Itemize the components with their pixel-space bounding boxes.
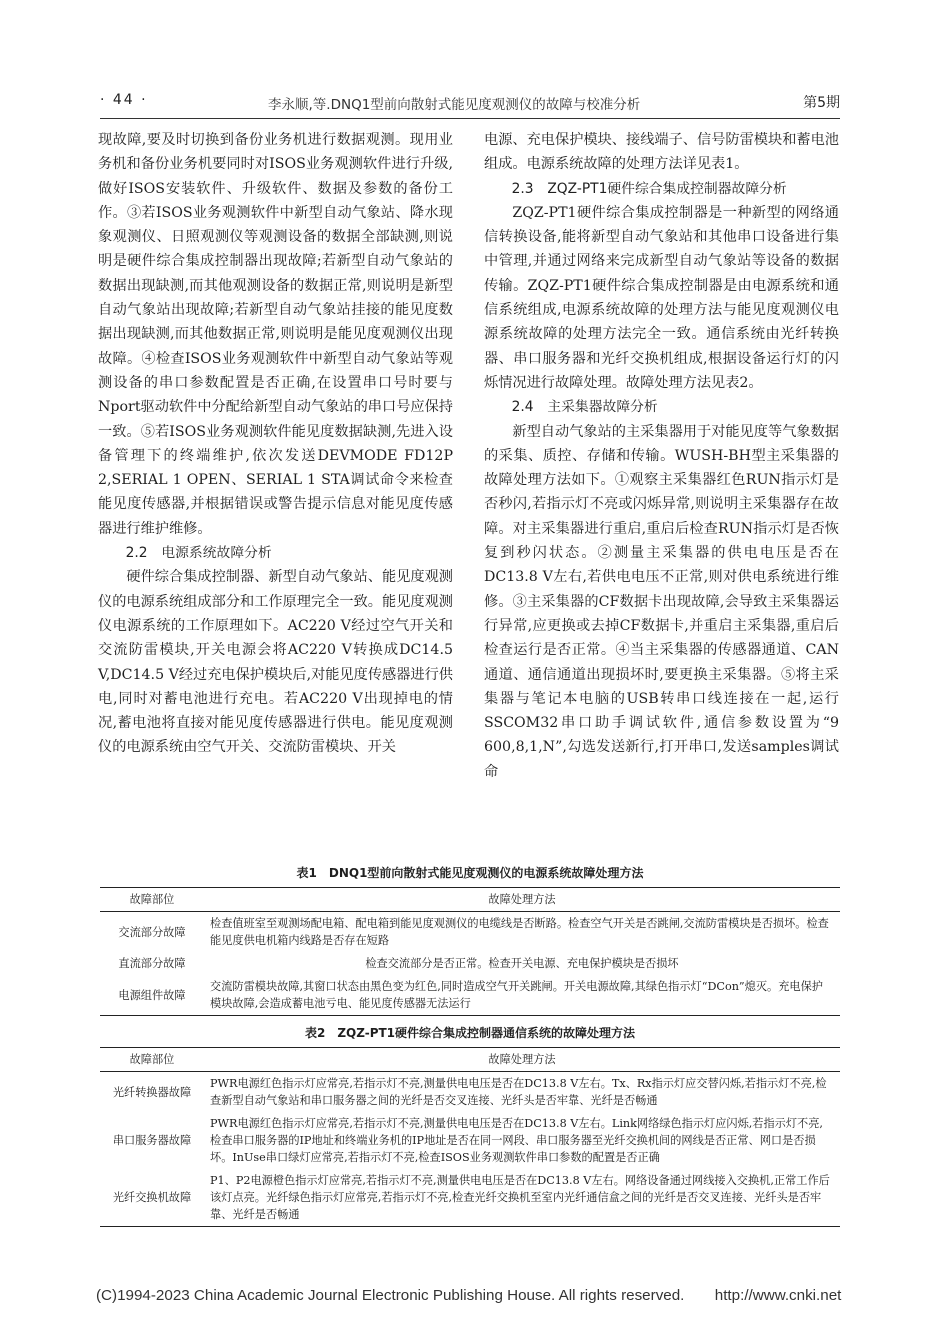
table2-caption: 表2 ZQZ-PT1硬件综合集成控制器通信系统的故障处理方法 — [304, 1026, 636, 1040]
table2 — [100, 1047, 840, 1227]
table1-caption: 表1 DNQ1型前向散射式能见度观测仪的电源系统故障处理方法 — [296, 866, 644, 880]
running-title: 李永顺,等.DNQ1型前向散射式能见度观测仪的故障与校准分析 — [268, 97, 641, 113]
table-row — [100, 952, 840, 975]
table-row — [100, 975, 840, 1016]
issue-number: 第5期 — [803, 95, 840, 111]
paragraph: 硬件综合集成控制器、新型自动气象站、能见度观测仪的电源系统组成部分和工作原理完全一致。能见度观测仪电源系统的工作原理如下。AC220 V经过空气开关和交流防雷模块,开关电源会将AC220 V转换成DC14.5 V,DC14.5 V经过充电保护模块后,对能见度传感器进行供电,同时对蓄电池进行充电。若AC220 V出现掉电的情况,蓄电池将直接对能见度传感器进行供电。能见度观测仪的电源系统由空气开关、交流防雷模块、开关 — [98, 569, 453, 756]
table-cell-part: 光纤转换器故障 — [112, 1085, 192, 1099]
copyright-footer: (C)1994-2023 China Academic Journal Electronic Publishing House. All rights reserved. http://www.cnki.net — [96, 1287, 842, 1304]
table1 — [100, 887, 840, 1016]
table-cell-method: P1、P2电源橙色指示灯应常亮,若指示灯不亮,测量供电电压是否在DC13.8 V左右。网络设备通过网线接入交换机,正常工作后该灯点亮。光纤绿色指示灯应常亮,若指示灯不亮,检查光纤交换机至室内光纤通信盒之间的光纤是否交叉连接、光纤头是否牢靠、光纤是否畅通 — [204, 1169, 840, 1227]
table-row — [100, 912, 840, 953]
table-row — [100, 1112, 840, 1169]
table-header: 故障部位 — [100, 888, 204, 912]
page-number: · 44 · — [100, 92, 148, 108]
section-heading-2-3: 2.3 ZQZ-PT1硬件综合集成控制器故障分析 — [511, 180, 787, 197]
paragraph: 现故障,要及时切换到备份业务机进行数据观测。现用业务机和备份业务机要同时对ISOS业务观测软件进行升级,做好ISOS安装软件、升级软件、数据及参数的备份工作。③若ISOS业务观测软件中新型自动气象站、降水现象观测仪、日照观测仪等观测设备的数据全部缺测,则说明是硬件综合集成控制器出现故障;若新型自动气象站的数据出现缺测,而其他观测设备的数据正常,则说明是新型自动气象站出现故障;若新型自动气象站挂接的能见度数据出现缺测,而其他数据正常,则说明是能见度观测仪出现故障。④检查ISOS业务观测软件中新型自动气象站等观测设备的串口参数配置是否正确,在设置串口号时要与Nport驱动软件中分配给新型自动气象站的串口号应保持一致。⑤若ISOS业务观测软件能见度数据缺测,先进入设备管理下的终端维护,依次发送DEVMODE FD12P 2,SERIAL 1 OPEN、SERIAL 1 STA调试命令来检查能见度传感器,并根据错误或警告提示信息对能见度传感器进行维护维修。 — [98, 132, 453, 537]
paragraph: 电源、充电保护模块、接线端子、信号防雷模块和蓄电池组成。电源系统故障的处理方法详见表1。 — [484, 132, 839, 173]
header-rule — [100, 118, 840, 119]
table-cell-method: 交流防雷模块故障,其窗口状态由黑色变为红色,同时造成空气开关跳闸。开关电源故障,其绿色指示灯“DCon”熄灭。充电保护模块故障,会造成蓄电池亏电、能见度传感器无法运行 — [204, 975, 840, 1016]
section-heading-2-2: 2.2 电源系统故障分析 — [125, 545, 272, 562]
right-column — [484, 128, 839, 784]
table-cell-method: 检查值班室至观测场配电箱、配电箱到能见度观测仪的电缆线是否断路。检查空气开关是否跳闸,交流防雷模块是否损坏。检查能见度供电机箱内线路是否存在短路 — [210, 917, 829, 947]
table-cell-part: 交流部分故障 — [118, 925, 186, 939]
paragraph: 新型自动气象站的主采集器用于对能见度等气象数据的采集、质控、存储和传输。WUSH-BH型主采集器的故障处理方法如下。①观察主采集器红色RUN指示灯是否秒闪,若指示灯不亮或闪烁异常,则说明主采集器存在故障。对主采集器进行重启,重启后检查RUN指示灯是否恢复到秒闪状态。②测量主采集器的供电电压是否在DC13.8 V左右,若供电电压不正常,则对供电系统进行维修。③主采集器的CF数据卡出现故障,会导致主采集器运行异常,应更换或去掉CF数据卡,并重启主采集器,重启后检查运行是否正常。④当主采集器的传感器通道、CAN通道、通信通道出现损坏时,要更换主采集器。⑤将主采集器与笔记本电脑的USB转串口线连接在一起,运行SSCOM32串口助手调试软件,通信参数设置为“9 600,8,1,N”,勾选发送新行,打开串口,发送samples调试命 — [484, 423, 839, 780]
table-row — [100, 1072, 840, 1113]
table-cell-part: 直流部分故障 — [118, 957, 186, 970]
table-cell-method: PWR电源红色指示灯应常亮,若指示灯不亮,测量供电电压是否在DC13.8 V左右。Link网络绿色指示灯应闪烁,若指示灯不亮,检查串口服务器的IP地址和终端业务机的IP地址是否在同一网段、串口服务器至光纤交换机间的网线是否正常、网口是否损坏。InUse串口绿灯应常亮,若指示灯不亮,检查ISOS业务观测软件串口参数的配置是否正确 — [210, 1117, 823, 1164]
table-header: 故障部位 — [100, 1048, 204, 1072]
section-heading-2-4: 2.4 主采集器故障分析 — [511, 399, 658, 416]
table-header: 故障处理方法 — [204, 1048, 840, 1072]
table-row — [100, 1169, 840, 1227]
table-header: 故障处理方法 — [204, 888, 840, 912]
table-cell-method: 检查交流部分是否正常。检查开关电源、充电保护模块是否损坏 — [365, 957, 679, 970]
left-column — [98, 128, 453, 760]
running-header — [100, 92, 840, 116]
table-cell-part: 串口服务器故障 — [112, 1134, 192, 1147]
paragraph: ZQZ-PT1硬件综合集成控制器是一种新型的网络通信转换设备,能将新型自动气象站和其他串口设备进行集中管理,并通过网络来完成新型自动气象站等设备的数据传输。ZQZ-PT1硬件综合集成控制器是由电源系统和通信系统组成,电源系统故障的处理方法与能见度观测仪电源系统故障的处理方法完全一致。通信系统由光纤转换器、串口服务器和光纤交换机组成,根据设备运行灯的闪烁情况进行故障处理。故障处理方法见表2。 — [484, 204, 839, 391]
table-cell-part: 电源组件故障 — [100, 975, 204, 1016]
table-cell-method: PWR电源红色指示灯应常亮,若指示灯不亮,测量供电电压是否在DC13.8 V左右。Tx、Rx指示灯应交替闪烁,若指示灯不亮,检查新型自动气象站和串口服务器之间的光纤是否交叉连接、光纤头是否牢靠、光纤是否畅通 — [210, 1077, 827, 1107]
table-cell-part: 光纤交换机故障 — [100, 1169, 204, 1227]
